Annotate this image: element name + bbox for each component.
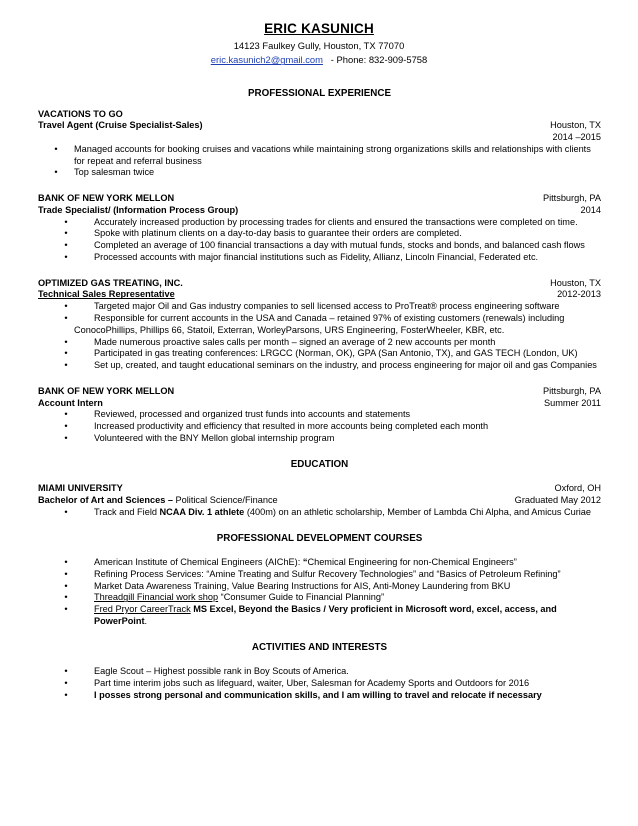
contact-line: [0, 54, 638, 66]
fred-pryor-link[interactable]: Fred Pryor CareerTrack: [94, 604, 191, 615]
company: VACATIONS TO GO: [38, 108, 123, 119]
job-entry: [38, 278, 601, 372]
list-item: • Targeted major Oil and Gas industry companies to sell licensed access to ProTreat® process engineering software: [64, 301, 560, 312]
list-item: • Part time interim jobs such as lifeguard, waiter, Uber, Salesman for Academy Sports and Outdoors for 2016: [64, 677, 530, 688]
education-bullets: [38, 507, 601, 519]
list-item: • Eagle Scout – Highest possible rank in Boy Scouts of America.: [64, 666, 349, 677]
degree: Bachelor of Art and Sciences – Political Science/Finance: [38, 494, 278, 505]
address: 14123 Faulkey Gully, Houston, TX 77070: [233, 40, 405, 52]
company: BANK OF NEW YORK MELLON: [38, 385, 175, 396]
company: OPTIMIZED GAS TREATING, INC.: [38, 277, 183, 288]
company: BANK OF NEW YORK MELLON: [38, 193, 175, 204]
job-title: Travel Agent (Cruise Specialist-Sales): [38, 120, 203, 131]
list-item: • Fred Pryor CareerTrack MS Excel, Beyond the Basics / Very proficient in Microsoft word, excel, access, and PowerPoint.: [64, 604, 557, 626]
location: Pittsburgh, PA: [542, 193, 601, 204]
list-item: • Responsible for current accounts in the USA and Canada – retained 97% of existing customers (renewals) including: [64, 313, 565, 324]
email-link[interactable]: eric.kasunich2@gmail.com: [210, 54, 323, 66]
graduation-date: Graduated May 2012: [514, 494, 601, 505]
list-item: • Track and Field NCAA Div. 1 athlete (400m) on an athletic scholarship, Member of Lambda Chi Alpha, and Amicus Curiae: [64, 506, 592, 517]
job-title: Account Intern: [38, 397, 103, 408]
list-item: • Refining Process Services: “Amine Treating and Sulfur Recovery Technologies” and “Basics of Petroleum Refining”: [64, 568, 561, 579]
list-item: • Reviewed, processed and organized trust funds into accounts and statements: [64, 409, 411, 420]
job-title: Trade Specialist/ (Information Process Group): [38, 204, 239, 215]
job-bullets: [38, 217, 601, 264]
dates: 2014: [580, 204, 601, 215]
dates: 2014 –2015: [552, 132, 601, 143]
list-item: • Participated in gas treating conferences: LRGCC (Norman, OK), GPA (San Antonio, TX), and GAS TECH (London, UK): [64, 348, 578, 359]
list-item: • Increased productivity and efficiency that resulted in more accounts being completed each month: [64, 421, 489, 432]
job-entry: [38, 193, 601, 264]
courses-list: [38, 557, 601, 628]
education-entry: [38, 483, 601, 518]
list-item: • Managed accounts for booking cruises and vacations while maintaining strong organizations skills and relationships with clients for repeat and referral business: [54, 143, 591, 166]
resume-header: [0, 20, 638, 66]
activities-list: [38, 666, 601, 701]
courses-heading: PROFESSIONAL DEVELOPMENT COURSES: [216, 532, 423, 544]
list-item: • American Institute of Chemical Engineers (AIChE): “Chemical Engineering for non-Chemical Engineers”: [64, 557, 517, 568]
phone: - Phone: 832-909-5758: [330, 54, 428, 66]
experience-heading: PROFESSIONAL EXPERIENCE: [248, 88, 391, 99]
list-item: • Accurately increased production by processing trades for clients and ensured the transactions were completed on time.: [64, 216, 578, 227]
dates: 2012-2013: [557, 289, 601, 300]
threadgill-link[interactable]: Threadgill Financial work shop: [94, 592, 219, 603]
job-entry: [38, 386, 601, 445]
job-bullets: [38, 301, 601, 372]
location: Houston, TX: [550, 120, 601, 131]
job-entry: [38, 109, 601, 180]
dates: Summer 2011: [543, 397, 601, 408]
list-item: • Completed an average of 100 financial transactions a day with mutual funds, stocks and bonds, and balanced cash flows: [64, 240, 585, 251]
list-item: • Set up, created, and taught educational seminars on the industry, and process engineering for major oil and gas Companies: [64, 360, 597, 371]
list-item: • Top salesman twice: [54, 167, 155, 178]
list-item-continuation: ConocoPhillips, Phillips 66, Statoil, Exterran, WorleyParsons, URS Engineering, FosterWheeler, KBR, etc.: [74, 324, 505, 335]
location: Houston, TX: [550, 277, 601, 288]
location: Oxford, OH: [554, 483, 601, 494]
location: Pittsburgh, PA: [542, 385, 601, 396]
list-item: • Processed accounts with major financial institutions such as Fidelity, Allianz, Lincoln Financial, Federated etc.: [64, 251, 539, 262]
school: MIAMI UNIVERSITY: [38, 483, 123, 494]
list-item: • I posses strong personal and communication skills, and I am willing to travel and relocate if necessary: [64, 689, 542, 700]
job-title: Technical Sales Representative: [38, 289, 175, 300]
job-bullets: [38, 144, 601, 179]
list-item: • Volunteered with the BNY Mellon global internship program: [64, 432, 335, 443]
activities-heading: ACTIVITIES AND INTERESTS: [251, 641, 388, 653]
list-item: • Threadgill Financial work shop “Consumer Guide to Financial Planning”: [64, 592, 385, 603]
list-item: • Spoke with platinum clients on a day-to-day basis to guarantee their orders are completed.: [64, 228, 462, 239]
job-bullets: [38, 409, 601, 444]
candidate-name: ERIC KASUNICH: [264, 21, 374, 36]
list-item: • Made numerous proactive sales calls per month – signed an average of 2 new accounts per month: [64, 336, 496, 347]
list-item: • Market Data Awareness Training, Value Bearing Instructions for AIS, Anti-Money Laundering from BKU: [64, 580, 511, 591]
resume-body: [38, 88, 601, 701]
education-heading: EDUCATION: [290, 458, 349, 470]
